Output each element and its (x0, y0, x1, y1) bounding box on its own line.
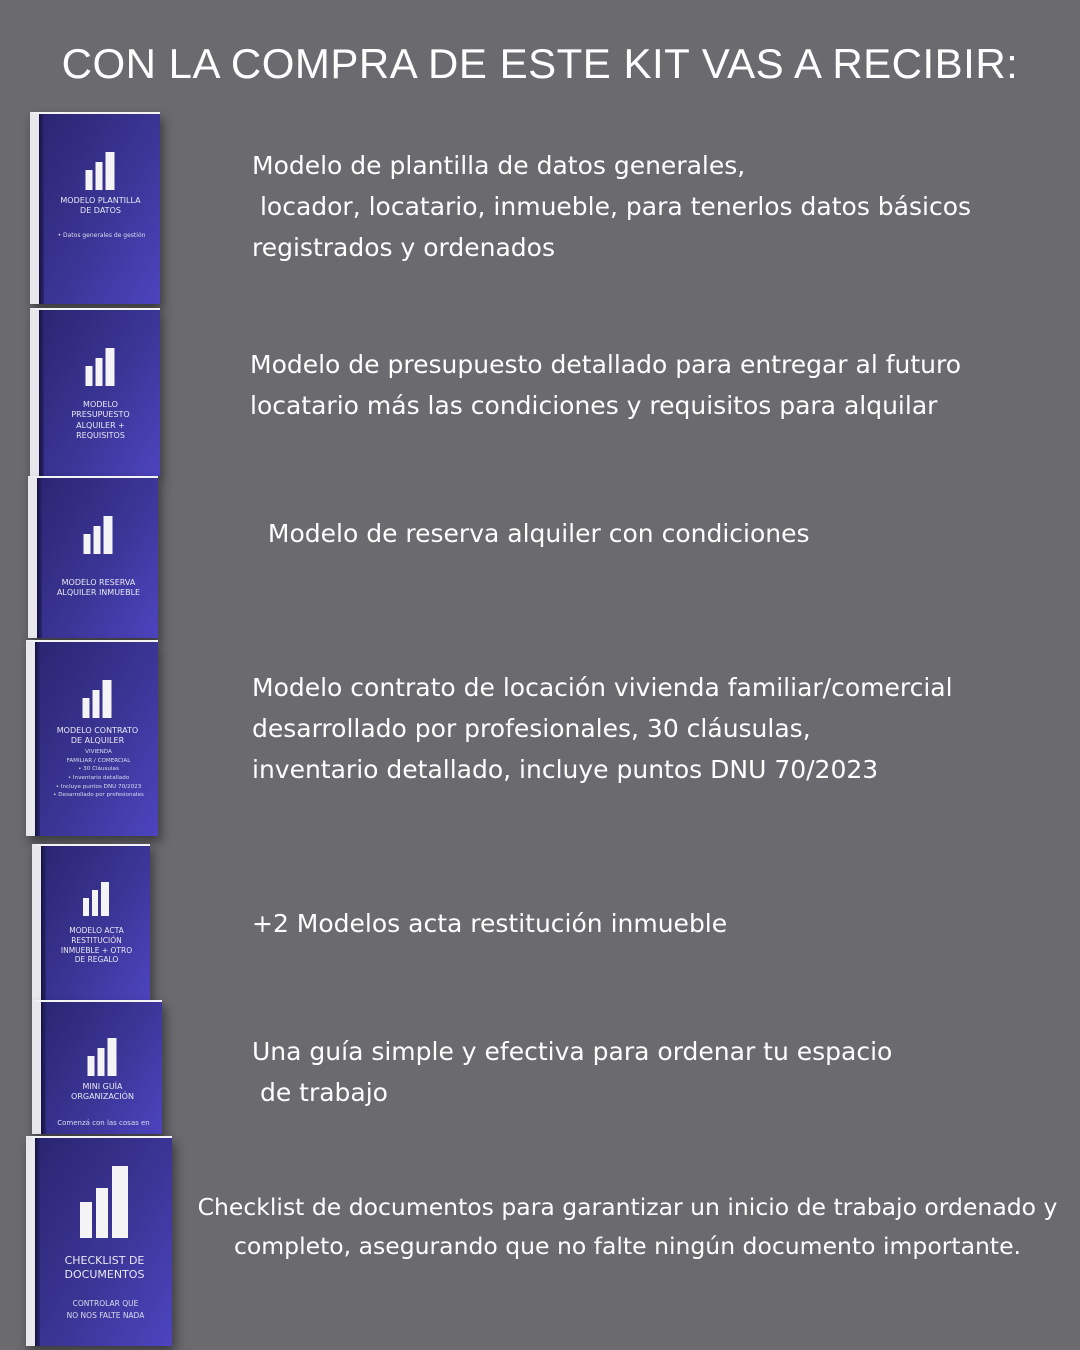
book-cover-mini-guia (32, 1000, 162, 1134)
building-logo-icon (80, 1166, 128, 1238)
page-title: CON LA COMPRA DE ESTE KIT VAS A RECIBIR: (61, 40, 1019, 87)
building-logo-icon (85, 152, 114, 190)
building-logo-icon (85, 348, 114, 386)
cover-title: MODELO CONTRATO DE ALQUILER (56, 726, 139, 746)
item-description-5: +2 Modelos acta restitución inmueble (252, 909, 728, 938)
book-cover-reserva (28, 476, 158, 638)
cover-title: MODELO RESERVA ALQUILER INMUEBLE (56, 578, 141, 598)
cover-subtitle: • Datos generales de gestión (57, 232, 146, 239)
cover-title: CHECKLIST DE DOCUMENTOS (64, 1254, 145, 1282)
building-logo-icon (83, 882, 109, 916)
item-description-1: Modelo de plantilla de datos generales, locador, locatario, inmueble, para tenerlos datos básicos registrados y ordenados (252, 151, 972, 262)
book-cover-contrato (26, 640, 158, 836)
item-description-6: Una guía simple y efectiva para ordenar tu espacio de trabajo (252, 1037, 893, 1107)
cover-title: MODELO PRESUPUESTO ALQUILER + REQUISITOS (71, 400, 130, 441)
cover-title: MODELO ACTA RESTITUCIÓN INMUEBLE + OTRO DE REGALO (60, 926, 133, 965)
book-cover-acta-restitucion (32, 844, 150, 1000)
item-description-4: Modelo contrato de locación vivienda familiar/comercial desarrollado por profesionales, 30 cláusulas, inventario detallado, incluye puntos DNU 70/2023 (252, 673, 953, 784)
cover-subtitle: VIVIENDA FAMILIAR / COMERCIAL • 30 Cláusulas • Inventario detallado • Incluye puntos DNU 70/2023 • Desarrollado por profesionales (53, 749, 144, 799)
item-description-3: Modelo de reserva alquiler con condiciones (252, 519, 810, 548)
book-cover-presupuesto (30, 308, 160, 476)
book-cover-checklist (26, 1136, 172, 1346)
cover-title: MINI GUÍA ORGANIZACIÓN (71, 1082, 134, 1102)
cover-title: MODELO PLANTILLA DE DATOS (60, 196, 141, 216)
item-description-2: Modelo de presupuesto detallado para entregar al futuro locatario más las condiciones y requisitos para alquilar (250, 350, 962, 420)
building-logo-icon (83, 516, 112, 554)
book-cover-plantilla-datos (30, 112, 160, 304)
item-description-7: Checklist de documentos para garantizar un inicio de trabajo ordenado y completo, asegurando que no falte ningún documento importante. (197, 1193, 1058, 1260)
building-logo-icon (82, 680, 111, 718)
cover-subtitle: CONTROLAR QUE NO NOS FALTE NADA (66, 1299, 145, 1320)
building-logo-icon (87, 1038, 116, 1076)
cover-subtitle: Comenzá con las cosas en (57, 1119, 150, 1127)
